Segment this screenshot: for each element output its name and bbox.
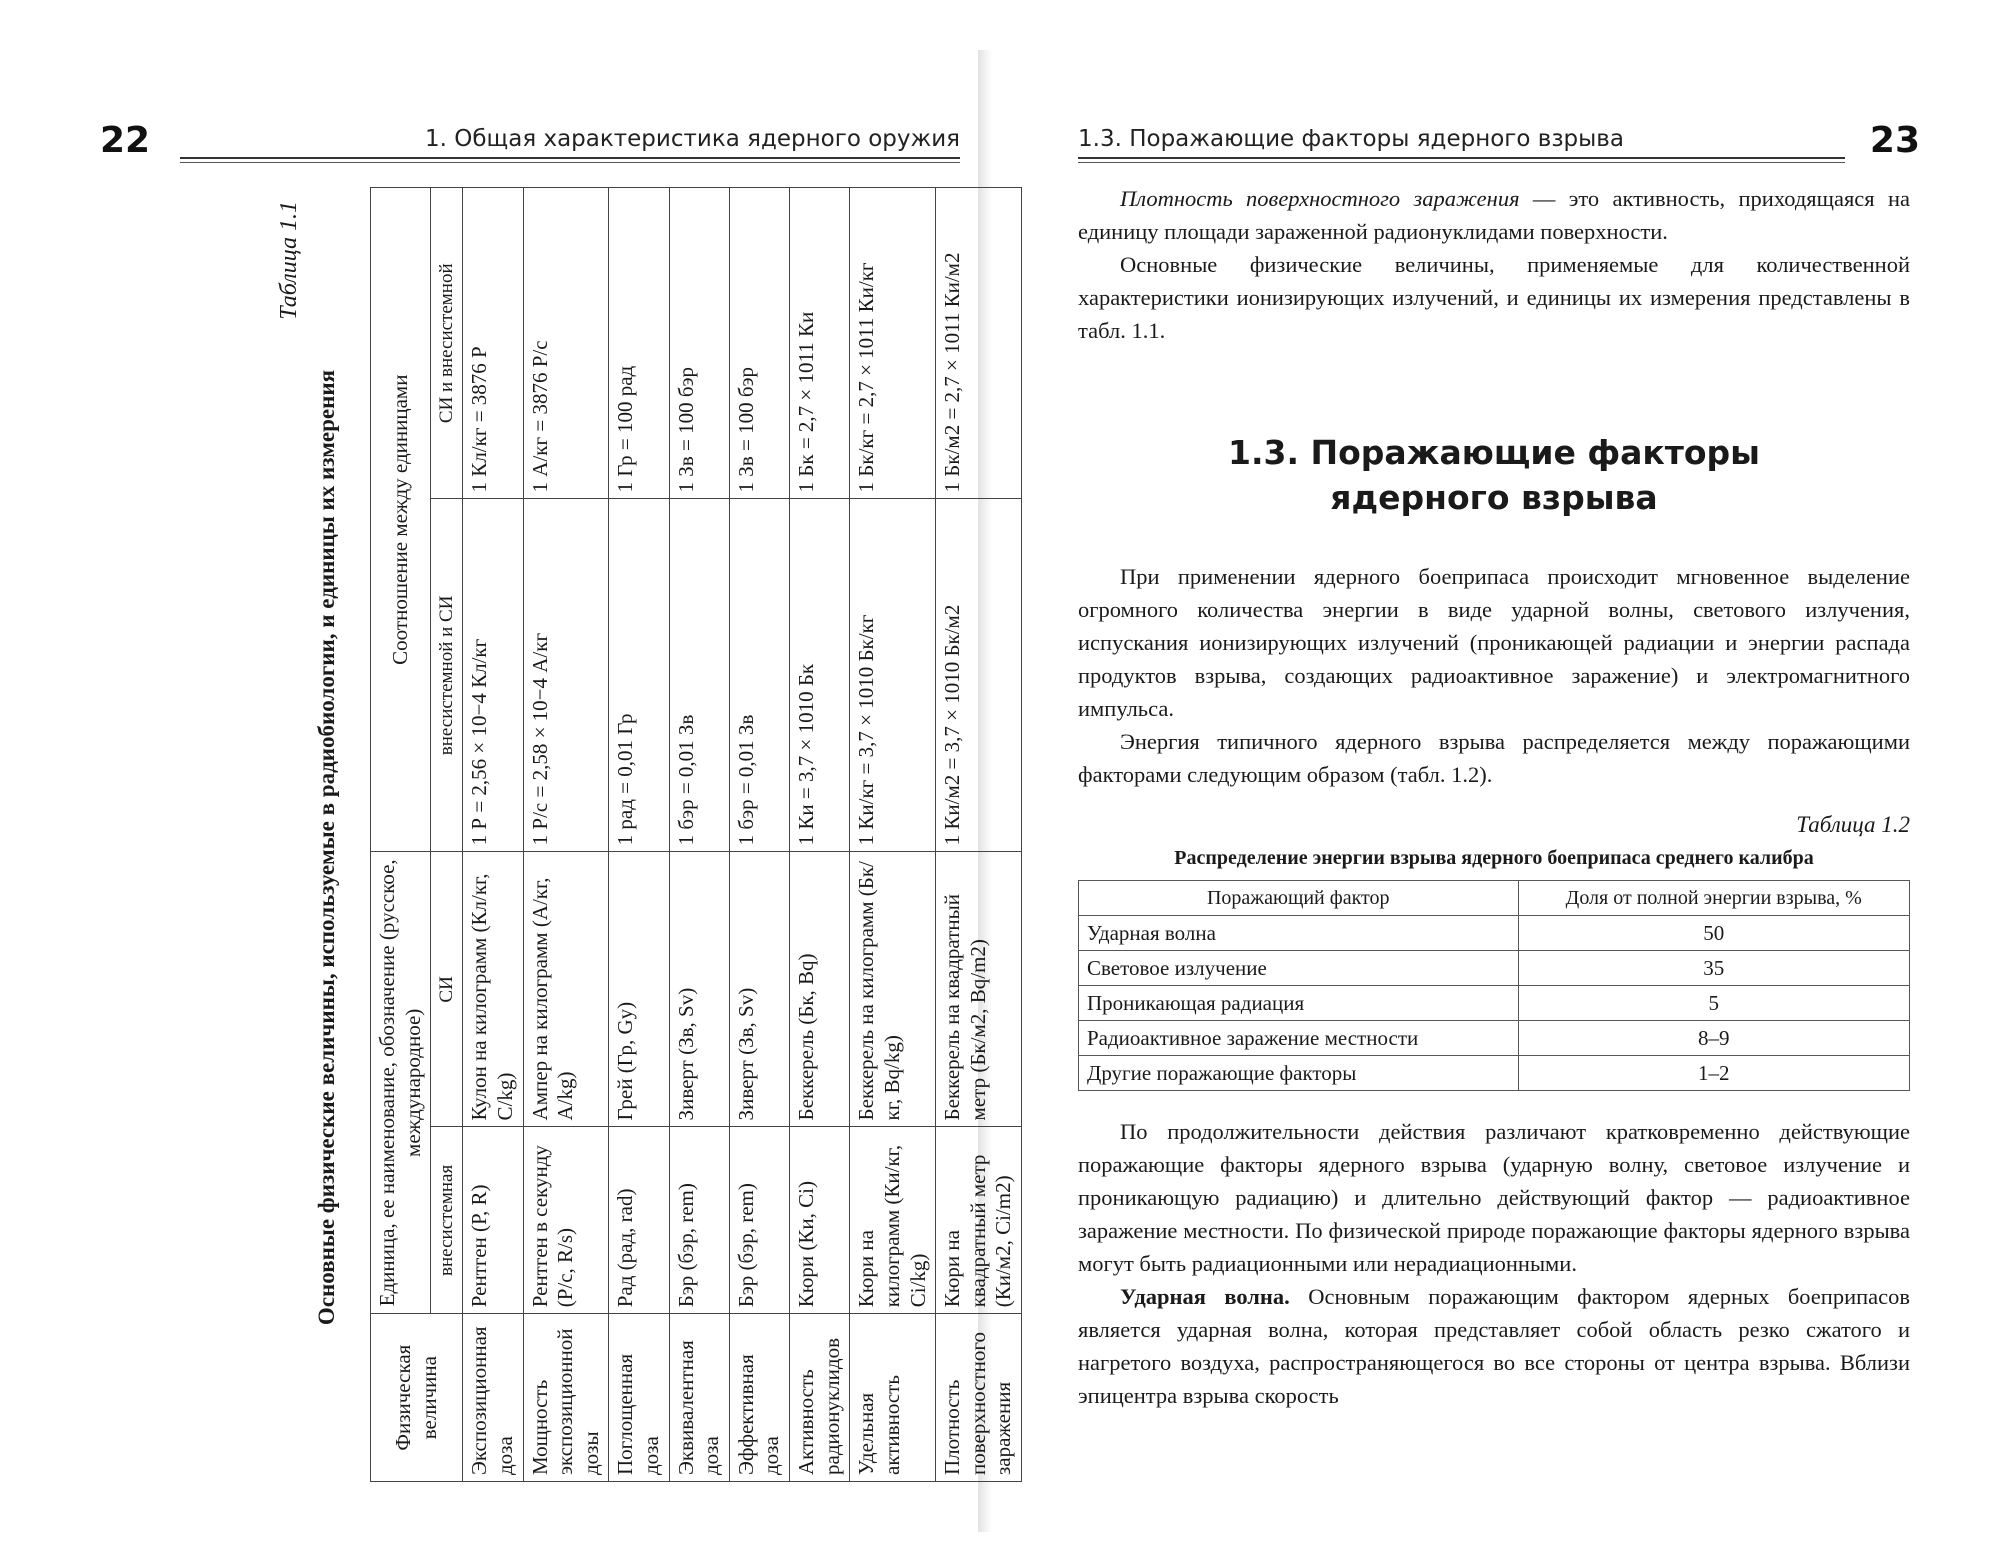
cell-quantity: Поглощенная доза <box>609 1314 669 1482</box>
table-1-1 <box>370 187 1022 1482</box>
paragraph <box>1078 1280 1910 1412</box>
table-title: Распределение энергии взрыва ядерного боеприпаса среднего калибра <box>1174 847 1814 869</box>
cell-unit-si: Кулон на килограмм (Кл/кг, C/kg) <box>463 852 523 1127</box>
table-row <box>1079 916 1910 951</box>
cell-ratio-off-si: 1 Р = 2,56 × 10−4 Кл/кг <box>463 499 523 852</box>
header-unit-off: внесистемная <box>431 1127 463 1314</box>
cell-ratio-off-si: 1 Ки/кг = 3,7 × 1010 Бк/кг <box>850 499 936 852</box>
table-caption: Таблица 1.1 <box>276 201 302 320</box>
cell-factor: Другие поражающие факторы <box>1079 1056 1519 1091</box>
body-text-1 <box>1078 560 1910 791</box>
cell-share: 5 <box>1518 986 1910 1021</box>
cell-ratio-si-off: 1 Бк/кг = 2,7 × 1011 Ки/кг <box>850 188 936 499</box>
table-1-1-block <box>270 185 1016 1510</box>
cell-ratio-si-off: 1 Бк = 2,7 × 1011 Ки <box>790 188 850 499</box>
cell-share: 50 <box>1518 916 1910 951</box>
right-page <box>1060 60 1920 1540</box>
header-factor: Поражающий фактор <box>1079 881 1519 916</box>
cell-share: 8–9 <box>1518 1021 1910 1056</box>
cell-share: 35 <box>1518 951 1910 986</box>
cell-factor: Ударная волна <box>1079 916 1519 951</box>
cell-quantity: Активность радионуклидов <box>790 1314 850 1482</box>
header-rule <box>180 157 960 159</box>
table-row <box>1079 1056 1910 1091</box>
paragraph <box>1078 182 1910 248</box>
table-row <box>936 188 1022 1482</box>
header-ratio-group: Соотношение между единицами <box>371 188 431 852</box>
cell-quantity: Удельная активность <box>850 1314 936 1482</box>
cell-quantity: Эффективная доза <box>729 1314 789 1482</box>
cell-unit-si: Зиверт (Зв, Sv) <box>729 852 789 1127</box>
cell-unit-si: Ампер на килограмм (А/кг, A/kg) <box>523 852 609 1127</box>
table-row <box>1079 951 1910 986</box>
definition-text: — это активность, приходящаяся на единицу площади зараженной радионуклидами поверхности. <box>1078 186 1910 244</box>
cell-ratio-off-si: 1 Ки = 3,7 × 1010 Бк <box>790 499 850 852</box>
header-quantity: Физическая величина <box>371 1314 463 1482</box>
paragraph: Основные физические величины, применяемые для количественной характеристики ионизирующих излучений, и единицы их измерения представлены в табл. 1.1. <box>1078 252 1910 343</box>
cell-ratio-si-off: 1 Зв = 100 бэр <box>729 188 789 499</box>
cell-unit-si: Беккерель (Бк, Bq) <box>790 852 850 1127</box>
header-ratio-si-off: СИ и внесистемной <box>431 188 463 499</box>
cell-ratio-si-off: 1 Кл/кг = 3876 Р <box>463 188 523 499</box>
cell-ratio-off-si: 1 бэр = 0,01 Зв <box>729 499 789 852</box>
cell-unit-off: Кюри (Ки, Ci) <box>790 1127 850 1314</box>
header-ratio-off-si: внесистемной и СИ <box>431 499 463 852</box>
cell-quantity: Экспозиционная доза <box>463 1314 523 1482</box>
cell-factor: Световое излучение <box>1079 951 1519 986</box>
header-unit-group: Единица, ее наименование, обозначение (русское, международное) <box>371 852 431 1314</box>
defined-term: Плотность поверхностного заражения <box>1120 186 1520 211</box>
cell-ratio-off-si: 1 рад = 0,01 Гр <box>609 499 669 852</box>
left-page <box>60 60 1016 1540</box>
cell-unit-off: Рад (рад, rad) <box>609 1127 669 1314</box>
cell-factor: Радиоактивное заражение местности <box>1079 1021 1519 1056</box>
header-rule <box>1078 157 1845 159</box>
table-caption: Таблица 1.2 <box>1796 812 1910 837</box>
page-number: 23 <box>1869 120 1920 161</box>
running-head: 1. Общая характеристика ядерного оружия <box>425 126 960 152</box>
cell-unit-si: Грей (Гр, Gy) <box>609 852 669 1127</box>
table-row <box>1079 986 1910 1021</box>
table-1-1-body <box>463 188 1022 1482</box>
paragraph: При применении ядерного боеприпаса происходит мгновенное выделение огромного количества энергии в виде ударной волны, светового излучения, испускания ионизирующих излучений (проникающей радиации и энергии распада продуктов взрыва, создающих радиоактивное заражение) и электромагнитного импульса. <box>1078 564 1910 721</box>
section-heading-line-1: 1.3. Поражающие факторы <box>1228 433 1760 472</box>
paragraph: Энергия типичного ядерного взрыва распределяется между поражающими факторами следующим образом (табл. 1.2). <box>1078 729 1910 787</box>
table-row <box>669 188 729 1482</box>
section-heading-line-2: ядерного взрыва <box>1330 478 1658 517</box>
cell-ratio-si-off: 1 А/кг = 3876 Р/с <box>523 188 609 499</box>
header-share: Доля от полной энергии взрыва, % <box>1518 881 1910 916</box>
cell-unit-si: Беккерель на килограмм (Бк/кг, Bq/kg) <box>850 852 936 1127</box>
paragraph: По продолжительности действия различают кратковременно действующие поражающие факторы ядерного взрыва (ударную волну, световое излучение и проникающую радиацию) и длительно действующий фактор — радиоактивное заражение местности. По физической природе поражающие факторы ядерного взрыва могут быть радиационными или нерадиационными. <box>1078 1119 1910 1276</box>
table-title: Основные физические величины, используемые в радиобиологии, и единицы их измерения <box>314 369 339 1326</box>
cell-share: 1–2 <box>1518 1056 1910 1091</box>
table-row <box>609 188 669 1482</box>
cell-quantity: Эквивалентная доза <box>669 1314 729 1482</box>
cell-ratio-off-si: 1 Р/с = 2,58 × 10−4 А/кг <box>523 499 609 852</box>
paragraph-text: Основным поражающим фактором ядерных боеприпасов является ударная волна, которая представляет собой область резко сжатого и нагретого воздуха, распространяющегося во все стороны от центра взрыва. Вблизи эпицентра взрыва скорость <box>1078 1284 1911 1408</box>
cell-unit-off: Бэр (бэр, rem) <box>669 1127 729 1314</box>
running-head: 1.3. Поражающие факторы ядерного взрыва <box>1078 126 1624 152</box>
cell-unit-si: Беккерель на квадратный метр (Бк/м2, Bq/m2) <box>936 852 1022 1127</box>
table-row <box>729 188 789 1482</box>
table-row <box>850 188 936 1482</box>
table-1-2-body <box>1079 916 1910 1091</box>
cell-unit-off: Кюри на квадратный метр (Ки/м2, Ci/m2) <box>936 1127 1022 1314</box>
cell-factor: Проникающая радиация <box>1079 986 1519 1021</box>
intro-text <box>1078 182 1910 347</box>
cell-ratio-off-si: 1 бэр = 0,01 Зв <box>669 499 729 852</box>
cell-unit-off: Бэр (бэр, rem) <box>729 1127 789 1314</box>
page-number: 22 <box>100 120 151 161</box>
cell-ratio-si-off: 1 Зв = 100 бэр <box>669 188 729 499</box>
table-row <box>463 188 523 1482</box>
cell-ratio-si-off: 1 Бк/м2 = 2,7 × 1011 Ки/м2 <box>936 188 1022 499</box>
cell-unit-si: Зиверт (Зв, Sv) <box>669 852 729 1127</box>
body-text-2 <box>1078 1115 1910 1412</box>
cell-ratio-off-si: 1 Ки/м2 = 3,7 × 1010 Бк/м2 <box>936 499 1022 852</box>
cell-quantity: Мощность экспозиционной дозы <box>523 1314 609 1482</box>
cell-ratio-si-off: 1 Гр = 100 рад <box>609 188 669 499</box>
run-in-heading: Ударная волна. <box>1120 1284 1290 1309</box>
table-row <box>790 188 850 1482</box>
header-unit-si: СИ <box>431 852 463 1127</box>
section-heading <box>1078 430 1910 520</box>
cell-unit-off: Кюри на килограмм (Ки/кг, Ci/kg) <box>850 1127 936 1314</box>
cell-quantity: Плотность поверхностного заражения <box>936 1314 1022 1482</box>
table-1-2 <box>1078 880 1910 1091</box>
table-row <box>523 188 609 1482</box>
cell-unit-off: Рентген (Р, R) <box>463 1127 523 1314</box>
rotated-table-area <box>270 185 1016 1510</box>
cell-unit-off: Рентген в секунду (Р/с, R/s) <box>523 1127 609 1314</box>
table-row <box>1079 1021 1910 1056</box>
